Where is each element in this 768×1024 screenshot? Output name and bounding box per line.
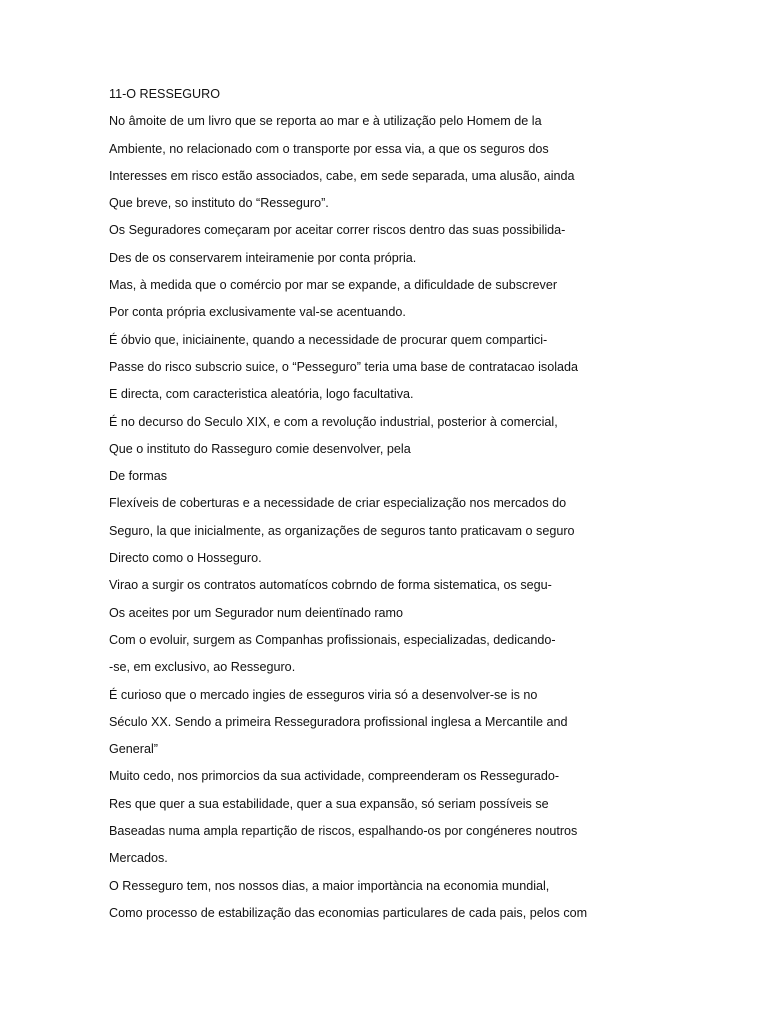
text-line: Que breve, so instituto do “Resseguro”. <box>109 196 329 211</box>
text-line: É no decurso do Seculo XIX, e com a revolução industrial, posterior à comercial, <box>109 414 558 429</box>
text-line: É óbvio que, iniciainente, quando a necessidade de procurar quem compartici- <box>109 332 548 347</box>
text-line: De formas <box>109 469 168 484</box>
text-line: Século XX. Sendo a primeira Resseguradora profissional inglesa a Mercantile and <box>109 714 568 729</box>
text-line: Como processo de estabilização das economias particulares de cada pais, pelos com <box>109 905 588 920</box>
text-line: No âmoite de um livro que se reporta ao mar e à utilização pelo Homem de la <box>109 114 542 129</box>
text-line: Por conta própria exclusivamente val-se acentuando. <box>109 305 406 320</box>
text-line: Os Seguradores começaram por aceitar correr riscos dentro das suas possibilida- <box>109 223 566 238</box>
text-line: Os aceites por um Segurador num deientïnado ramo <box>109 605 404 620</box>
text-line: Baseadas numa ampla repartição de riscos, espalhando-os por congéneres noutros <box>109 824 578 839</box>
text-line: Res que quer a sua estabilidade, quer a sua expansão, só seriam possíveis se <box>109 796 549 811</box>
text-line: Seguro, la que inicialmente, as organizações de seguros tanto praticavam o seguro <box>109 523 575 538</box>
text-line: Ambiente, no relacionado com o transporte por essa via, a que os seguros dos <box>109 141 549 156</box>
text-line: Flexíveis de coberturas e a necessidade de criar especialização nos mercados do <box>109 496 567 511</box>
text-line: Directo como o Hosseguro. <box>109 551 262 566</box>
text-line: General” <box>109 742 158 757</box>
text-line: Mercados. <box>109 851 168 866</box>
document-body <box>109 84 719 930</box>
document-title: 11-O RESSEGURO <box>109 87 221 101</box>
text-line: Passe do risco subscrio suice, o “Pesseguro” teria uma base de contratacao isolada <box>109 359 579 374</box>
text-line: Virao a surgir os contratos automatícos cobrndo de forma sistematica, os segu- <box>109 578 552 593</box>
text-line: Interesses em risco estão associados, cabe, em sede separada, uma alusão, ainda <box>109 168 575 183</box>
text-line: Que o instituto do Rasseguro comie desenvolver, pela <box>109 441 411 456</box>
text-line: Muito cedo, nos primorcios da sua actividade, compreenderam os Ressegurado- <box>109 769 560 784</box>
text-line: Mas, à medida que o comércio por mar se expande, a dificuldade de subscrever <box>109 278 558 293</box>
text-line: -se, em exclusivo, ao Resseguro. <box>109 660 296 675</box>
text-line: É curioso que o mercado ingies de esseguros viria só a desenvolver-se is no <box>109 687 538 702</box>
text-line: E directa, com caracteristica aleatória, logo facultativa. <box>109 387 414 402</box>
text-line: Com o evoluir, surgem as Companhas profissionais, especializadas, dedicando- <box>109 632 556 647</box>
text-line: Des de os conservarem inteiramenie por conta própria. <box>109 250 417 265</box>
text-line: O Resseguro tem, nos nossos dias, a maior importància na economia mundial, <box>109 878 550 893</box>
